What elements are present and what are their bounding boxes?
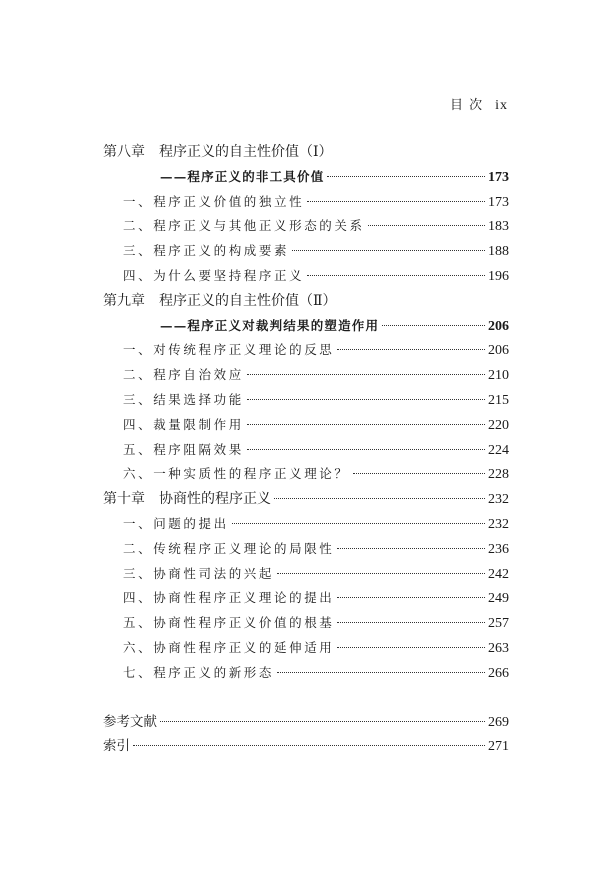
chapter-number: 第十章 (103, 491, 145, 508)
toc-section-entry[interactable] (103, 338, 509, 363)
dot-leader (327, 176, 485, 177)
dot-leader (337, 548, 485, 549)
page-number: 183 (488, 219, 509, 235)
dot-leader (307, 201, 485, 202)
entry-title: 三、程序正义的构成要素 (123, 243, 290, 259)
page-number: 173 (488, 194, 509, 210)
toc-section-entry[interactable] (103, 363, 509, 388)
page-number: 224 (488, 442, 509, 458)
entry-title: 六、一种实质性的程序正义理论？ (123, 466, 350, 482)
dot-leader (232, 523, 485, 524)
toc-section-entry[interactable] (103, 562, 509, 587)
toc-section-entry[interactable] (103, 661, 509, 686)
entry-title: 四、裁量限制作用 (123, 416, 244, 432)
toc-back-matter-entry[interactable] (103, 710, 509, 735)
dot-leader (337, 349, 485, 350)
page-number: 188 (488, 244, 509, 260)
toc-section-entry[interactable] (103, 611, 509, 636)
entry-title: 一、程序正义价值的独立性 (123, 193, 305, 209)
entry-title: 五、协商性程序正义价值的根基 (123, 615, 335, 631)
page-number: 236 (488, 541, 509, 557)
toc-back-matter-entry[interactable] (103, 734, 509, 759)
toc-chapter-entry[interactable] (103, 289, 509, 314)
toc-subtitle-entry[interactable] (103, 314, 509, 339)
toc-section-entry[interactable] (103, 586, 509, 611)
page-number: 249 (488, 591, 509, 607)
toc-section-entry[interactable] (103, 239, 509, 264)
entry-title: 索引 (103, 738, 130, 755)
dot-leader (382, 325, 485, 326)
toc-section-entry[interactable] (103, 462, 509, 487)
dot-leader (277, 672, 485, 673)
entry-title: 七、程序正义的新形态 (123, 664, 275, 680)
page-number: 257 (488, 616, 509, 632)
page-number: 232 (488, 492, 509, 508)
page-number: 206 (488, 318, 509, 334)
entry-title: 一、问题的提出 (123, 515, 229, 531)
toc-section-entry[interactable] (103, 190, 509, 215)
toc-subtitle-entry[interactable] (103, 165, 509, 190)
toc-section-entry[interactable] (103, 537, 509, 562)
toc-chapter-entry[interactable] (103, 140, 509, 165)
page-number: 242 (488, 566, 509, 582)
spacer (103, 686, 509, 710)
dot-leader (160, 721, 485, 722)
entry-title: 程序正义的自主性价值（Ⅰ） (159, 144, 333, 160)
toc-section-entry[interactable] (103, 214, 509, 239)
toc-chapter-entry[interactable] (103, 487, 509, 512)
entry-title: 二、传统程序正义理论的局限性 (123, 540, 335, 556)
entry-title: 四、为什么要坚持程序正义 (123, 267, 305, 283)
page-number: 206 (488, 343, 509, 359)
entry-title: 六、协商性程序正义的延伸适用 (123, 639, 335, 655)
dot-leader (247, 424, 485, 425)
toc-section-entry[interactable] (103, 388, 509, 413)
page-number: 232 (488, 516, 509, 532)
table-of-contents (103, 140, 509, 759)
header-title: 目 次 (449, 98, 484, 113)
page-number: 269 (488, 714, 509, 730)
dot-leader (133, 745, 485, 746)
running-header (450, 94, 508, 114)
entry-title: 参考文献 (103, 713, 157, 730)
dot-leader (247, 374, 485, 375)
dot-leader (247, 399, 485, 400)
entry-title: 三、协商性司法的兴起 (123, 565, 275, 581)
chapter-number: 第八章 (103, 144, 145, 160)
page-number: 263 (488, 640, 509, 656)
entry-title: 程序正义的自主性价值（Ⅱ） (159, 292, 337, 309)
toc-section-entry[interactable] (103, 636, 509, 661)
entry-title: 五、程序阻隔效果 (123, 441, 244, 457)
page-number: 228 (488, 467, 509, 483)
page-number: 196 (488, 268, 509, 284)
dot-leader (292, 250, 485, 251)
page-number: 266 (488, 665, 509, 681)
dot-leader (337, 597, 485, 598)
toc-section-entry[interactable] (103, 438, 509, 463)
dot-leader (274, 498, 485, 499)
dot-leader (353, 473, 485, 474)
dot-leader (368, 225, 485, 226)
page-number: 215 (488, 392, 509, 408)
entry-title: 三、结果选择功能 (123, 391, 244, 407)
dot-leader (277, 573, 485, 574)
entry-title: 二、程序正义与其他正义形态的关系 (123, 218, 365, 234)
toc-section-entry[interactable] (103, 413, 509, 438)
dot-leader (337, 647, 485, 648)
dot-leader (247, 449, 485, 450)
toc-section-entry[interactable] (103, 512, 509, 537)
page-number: 271 (488, 739, 509, 755)
toc-section-entry[interactable] (103, 264, 509, 289)
chapter-number: 第九章 (103, 292, 145, 309)
entry-title: 一、对传统程序正义理论的反思 (123, 342, 335, 358)
page-number: 220 (488, 417, 509, 433)
entry-title: 四、协商性程序正义理论的提出 (123, 590, 335, 606)
page-folio: ix (495, 98, 508, 113)
dot-leader (307, 275, 485, 276)
entry-title: ——程序正义的非工具价值 (160, 168, 325, 184)
entry-title: ——程序正义对裁判结果的塑造作用 (160, 317, 380, 333)
entry-title: 协商性的程序正义 (159, 491, 271, 508)
page-number: 210 (488, 368, 509, 384)
page-number: 173 (488, 169, 509, 185)
dot-leader (337, 622, 485, 623)
entry-title: 二、程序自治效应 (123, 367, 244, 383)
